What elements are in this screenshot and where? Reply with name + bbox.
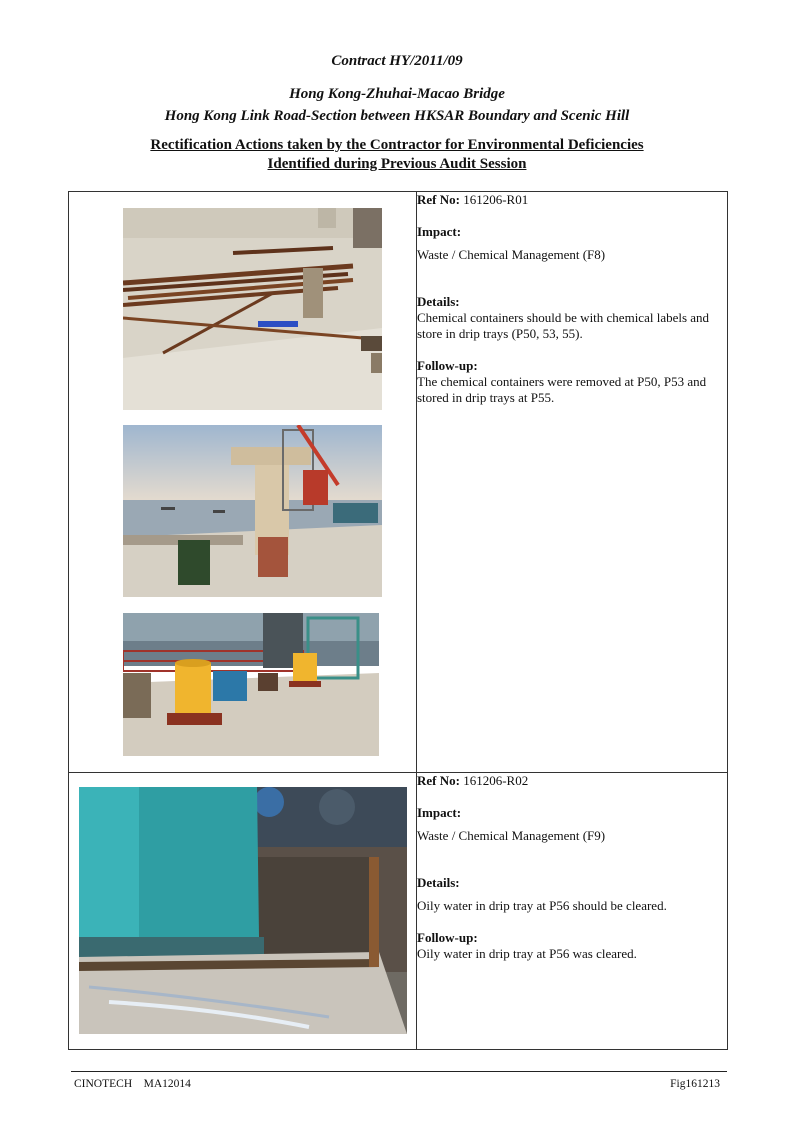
footer-right: Fig161213	[670, 1078, 720, 1090]
table-row	[69, 773, 728, 1050]
site-photo-drip-trays	[123, 613, 379, 756]
impact-text: Waste / Chemical Management (F9)	[417, 828, 606, 843]
document-title-line2: Identified during Previous Audit Session	[267, 156, 527, 172]
site-photo-steel-bars	[123, 208, 382, 410]
details-text: Oily water in drip tray at P56 should be cleared.	[417, 898, 667, 913]
followup-text: Oily water in drip tray at P56 was cleared.	[417, 946, 637, 961]
entry-details-cell	[417, 192, 728, 773]
impact-text: Waste / Chemical Management (F8)	[417, 247, 606, 262]
details-label: Details:	[417, 294, 460, 309]
ref-number: 161206-R01	[463, 192, 529, 207]
ref-number: 161206-R02	[463, 773, 529, 788]
photo-cell	[69, 192, 417, 773]
followup-label: Follow-up:	[417, 358, 478, 373]
ref-line	[417, 192, 727, 208]
details-label: Details:	[417, 875, 460, 890]
followup-label: Follow-up:	[417, 930, 478, 945]
rectification-table	[68, 191, 728, 1050]
impact-label: Impact:	[417, 224, 462, 239]
entry-details-cell	[417, 773, 728, 1050]
impact-label: Impact:	[417, 805, 462, 820]
section-name: Hong Kong Link Road-Section between HKSAR Boundary and Scenic Hill	[164, 108, 630, 124]
footer-left: CINOTECH MA12014	[74, 1078, 191, 1090]
table-row	[69, 192, 728, 773]
contract-number: Contract HY/2011/09	[331, 53, 463, 69]
ref-label: Ref No:	[417, 192, 460, 207]
ref-label: Ref No:	[417, 773, 460, 788]
site-photo-pier-drums	[123, 425, 382, 597]
document-title-line1: Rectification Actions taken by the Contractor for Environmental Deficiencies	[150, 137, 644, 153]
ref-line	[417, 773, 727, 789]
footer-divider	[71, 1071, 727, 1072]
details-text: Chemical containers should be with chemical labels and store in drip trays (P50, 53, 55).	[417, 310, 710, 341]
project-name: Hong Kong-Zhuhai-Macao Bridge	[289, 86, 505, 102]
followup-text: The chemical containers were removed at P50, P53 and stored in drip trays at P55.	[417, 374, 707, 405]
site-photo-cleared-drip-tray	[79, 787, 407, 1034]
photo-cell	[69, 773, 417, 1050]
